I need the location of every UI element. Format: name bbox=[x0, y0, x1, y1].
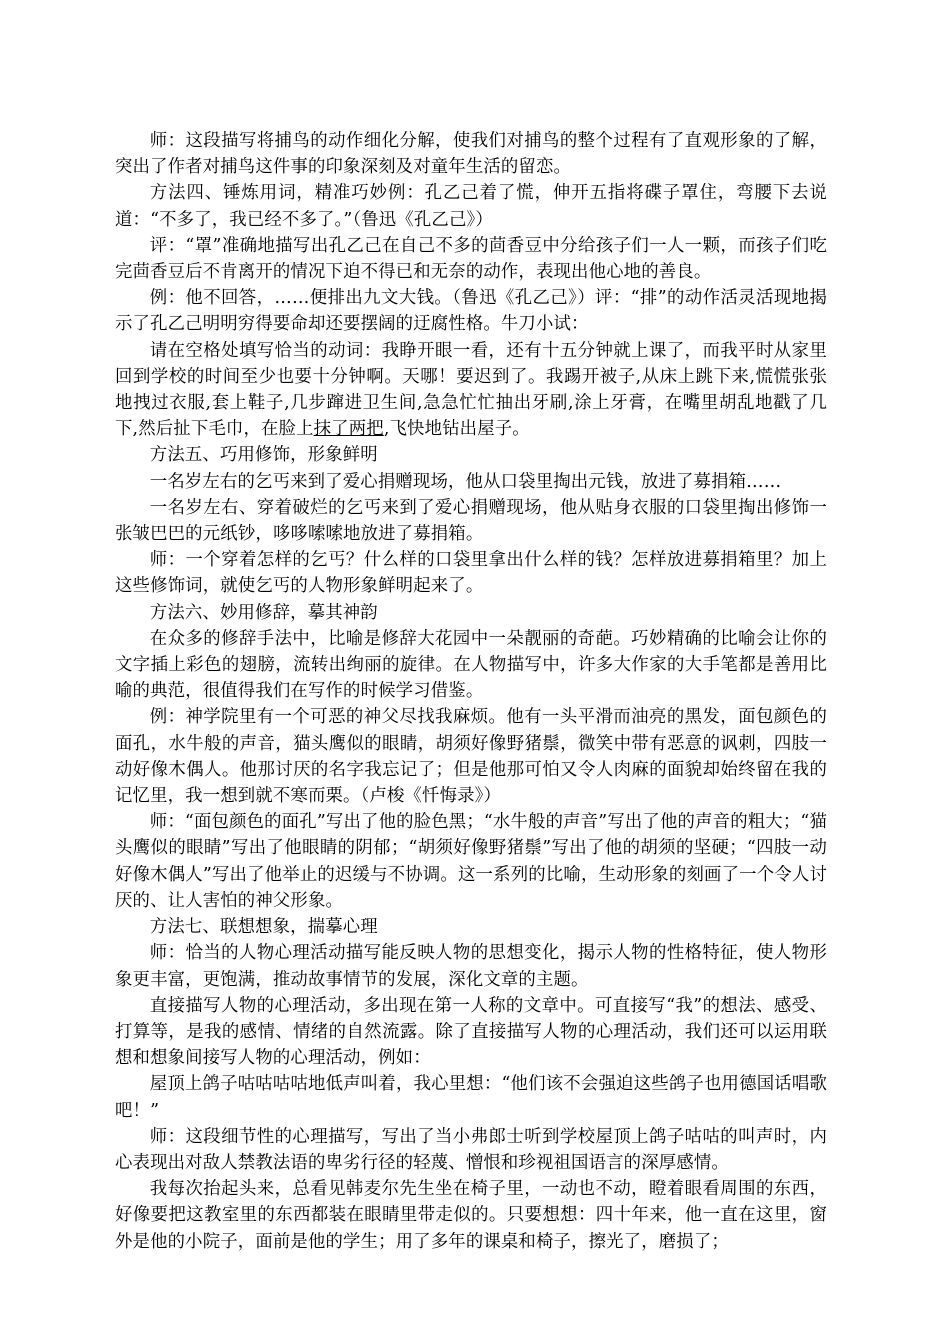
paragraph: 例：他不回答，……便排出九文大钱。（鲁迅《孔乙己》）评：“排”的动作活灵活现地揭示了孔乙己明明穷得要命却还要摆阔的迂腐性格。牛刀小试： bbox=[115, 288, 827, 335]
paragraph: 师：“面包颜色的面孔”写出了他的脸色黑；“水牛般的声音”写出了他的声音的粗大；“猫头鹰似的眼睛”写出了他眼睛的阴郁；“胡须好像野猪鬃”写出了他的胡须的坚硬；“四肢一动好像木偶人”写出了他举止的迟缓与不协调。这一系列的比喻，生动形象的刻画了一个令人讨厌的、让人害怕的神父形象。 bbox=[115, 812, 827, 911]
exercise-underlined-answer: 抹了两把 bbox=[313, 419, 384, 440]
section-heading: 方法六、妙用修辞，摹其神韵 bbox=[149, 602, 378, 623]
document-page bbox=[115, 128, 827, 1255]
paragraph: 评：“罩”准确地描写出孔乙己在自己不多的茴香豆中分给孩子们一人一颗，而孩子们吃完茴香豆后不肯离开的情况下迫不得已和无奈的动作，表现出他心地的善良。 bbox=[115, 235, 827, 283]
paragraph: 屋顶上鸽子咕咕咕咕地低声叫着，我心里想：“他们该不会强迫这些鸽子也用德国话唱歌吧！” bbox=[115, 1074, 827, 1121]
paragraph: 师：一个穿着怎样的乞丐？什么样的口袋里拿出什么样的钱？怎样放进募捐箱里？加上这些修饰词，就使乞丐的人物形象鲜明起来了。 bbox=[115, 550, 827, 597]
paragraph: 一名岁左右、穿着破烂的乞丐来到了爱心捐赠现场，他从贴身衣服的口袋里掏出修饰一张皱巴巴的元纸钞，哆哆嗦嗦地放进了募捐箱。 bbox=[115, 497, 827, 545]
paragraph: 师：这段细节性的心理描写，写出了当小弗郎士听到学校屋顶上鸽子咕咕的叫声时，内心表现出对敌人禁教法语的卑劣行径的轻蔑、憎恨和珍视祖国语言的深厚感情。 bbox=[115, 1126, 827, 1173]
section-heading: 方法五、巧用修饰，形象鲜明 bbox=[149, 445, 378, 466]
paragraph: 我每次抬起头来，总看见韩麦尔先生坐在椅子里，一动也不动，瞪着眼看周围的东西，好像要把这教室里的东西都装在眼睛里带走似的。只要想想：四十年来，他一直在这里，窗外是他的小院子，面前是他的学生；用了多年的课桌和椅子，擦光了，磨损了； bbox=[115, 1179, 827, 1252]
paragraph: 例：神学院里有一个可恶的神父尽找我麻烦。他有一头平滑而油亮的黑发，面包颜色的面孔，水牛般的声音，猫头鹰似的眼睛，胡须好像野猪鬃，微笑中带有恶意的讽刺，四肢一动好像木偶人。他那讨厌的名字我忘记了；但是他那可怕又令人肉麻的面貌却始终留在我的记忆里，我一想到就不寒而栗。（卢梭《忏悔录》） bbox=[115, 707, 827, 807]
exercise-text-end: ,飞快地钻出屋子。 bbox=[383, 419, 530, 440]
paragraph: 师：恰当的人物心理活动描写能反映人物的思想变化，揭示人物的性格特征，使人物形象更丰富，更饱满，推动故事情节的发展，深化文章的主题。 bbox=[115, 943, 827, 990]
exercise-paragraph bbox=[115, 338, 827, 443]
exercise-text: 请在空格处填写恰当的动词：我睁开眼一看，还有十五分钟就上课了，而我平时从家里回到学校的时间至少也要十分钟啊。天哪！要迟到了。我踢开被子,从床上跳下来,慌慌张张地拽过衣服,套上鞋子,几步蹿进卫生间,急急忙忙抽出牙刷,涂上牙膏，在嘴里胡乱地戳了几下,然后扯下毛巾，在脸上 bbox=[115, 340, 827, 440]
paragraph: 方法四、锤炼用词，精准巧妙例：孔乙己着了慌，伸开五指将碟子罩住，弯腰下去说道：“不多了，我已经不多了。”（鲁迅《孔乙己》） bbox=[115, 183, 827, 230]
paragraph: 直接描写人物的心理活动，多出现在第一人称的文章中。可直接写“我”的想法、感受、打算等，是我的感情、情绪的自然流露。除了直接描写人物的心理活动，我们还可以运用联想和想象间接写人物的心理活动，例如： bbox=[115, 995, 827, 1069]
paragraph: 在众多的修辞手法中，比喻是修辞大花园中一朵靓丽的奇葩。巧妙精确的比喻会让你的文字插上彩色的翅膀，流转出绚丽的旋律。在人物描写中，许多大作家的大手笔都是善用比喻的典范，很值得我们在写作的时候学习借鉴。 bbox=[115, 628, 827, 702]
paragraph: 师：这段描写将捕鸟的动作细化分解，使我们对捕鸟的整个过程有了直观形象的了解，突出了作者对捕鸟这件事的印象深刻及对童年生活的留恋。 bbox=[115, 131, 827, 178]
paragraph: 一名岁左右的乞丐来到了爱心捐赠现场，他从口袋里掏出元钱，放进了募捐箱…… bbox=[149, 471, 782, 492]
section-heading: 方法七、联想想象，揣摹心理 bbox=[149, 917, 378, 938]
